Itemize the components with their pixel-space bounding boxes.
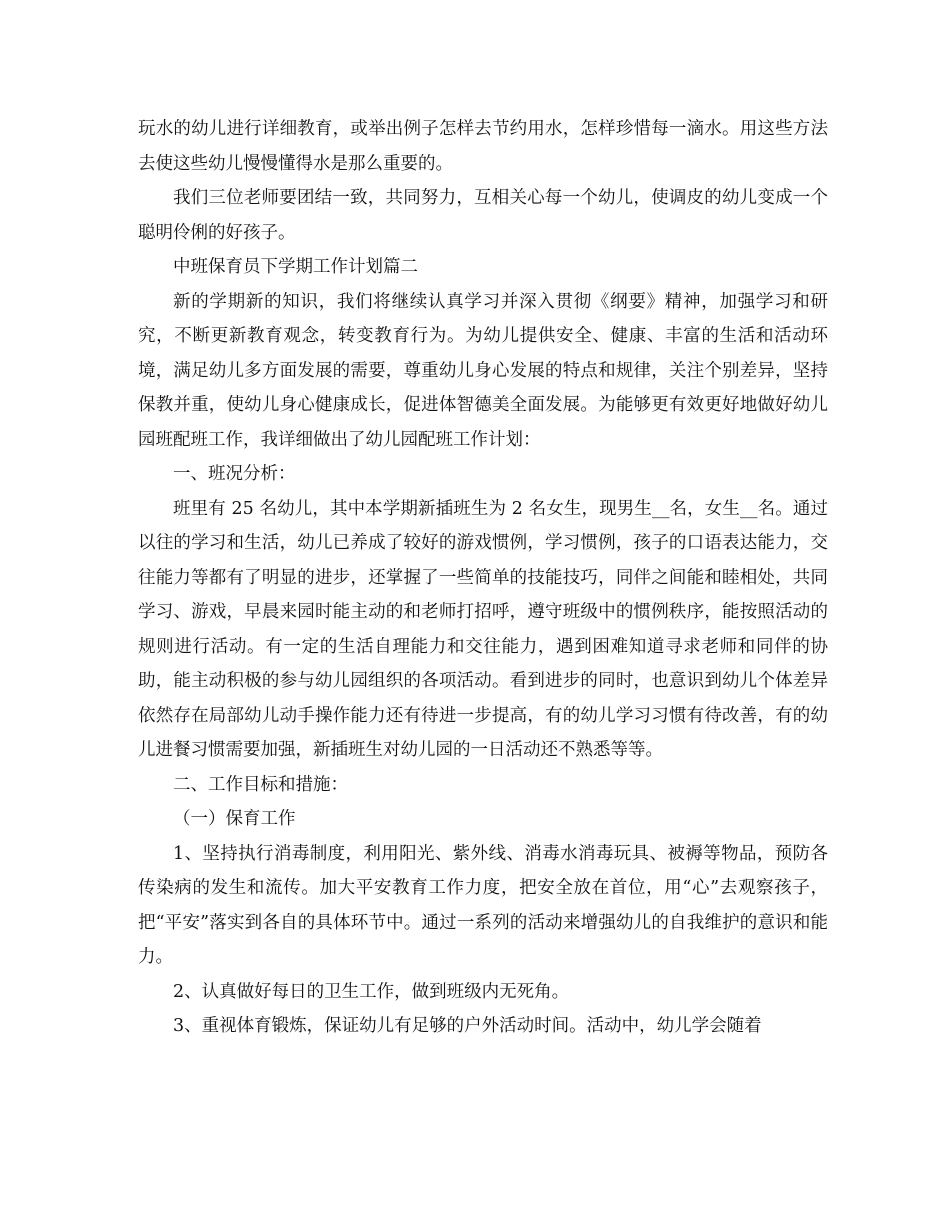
- document-page: [138, 112, 828, 1044]
- list-item-physical-exercise: 3、重视体育锻炼，保证幼儿有足够的户外活动时间。活动中，幼儿学会随着: [173, 1016, 762, 1036]
- section-title-plan-part-two: 中班保育员下学期工作计划篇二: [173, 257, 418, 277]
- heading-class-analysis: 一、班况分析：: [173, 464, 296, 484]
- list-item-daily-hygiene: 2、认真做好每日的卫生工作，做到班级内无死角。: [173, 981, 570, 1002]
- heading-care-work: （一）保育工作: [173, 809, 296, 829]
- paragraph-new-semester: 新的学期新的知识，我们将继续认真学习并深入贯彻《纲要》精神，加强学习和研究，不断更新教育观念，转变教育行为。为幼儿提供安全、健康、丰富的生活和活动环境，满足幼儿多方面发展的需要，尊重幼儿身心发展的特点和规律，关注个别差异，坚持保教并重，使幼儿身心健康成长，促进体智德美全面发展。为能够更有效更好地做好幼儿园班配班工作，我详细做出了幼儿园配班工作计划：: [138, 291, 828, 450]
- paragraph-class-analysis: 班里有 25 名幼儿，其中本学期新插班生为 2 名女生，现男生__名，女生__名。通过以往的学习和生活，幼儿已养成了较好的游戏惯例，学习惯例，孩子的口语表达能力，交往能力等都有了明显的进步，还掌握了一些简单的技能技巧，同伴之间能和睦相处，共同学习、游戏，早晨来园时能主动的和老师打招呼，遵守班级中的惯例秩序，能按照活动的规则进行活动。有一定的生活自理能力和交往能力，遇到困难知道寻求老师和同伴的协助，能主动积极的参与幼儿园组织的各项活动。看到进步的同时，也意识到幼儿个体差异依然存在局部幼儿动手操作能力还有待进一步提高，有的幼儿学习习惯有待改善，有的幼儿进餐习惯需要加强，新插班生对幼儿园的一日活动还不熟悉等等。: [138, 498, 828, 760]
- paragraph-continuation: 玩水的幼儿进行详细教育，或举出例子怎样去节约用水，怎样珍惜每一滴水。用这些方法去使这些幼儿慢慢懂得水是那么重要的。: [138, 119, 828, 174]
- list-item-disinfection: 1、坚持执行消毒制度，利用阳光、紫外线、消毒水消毒玩具、被褥等物品，预防各传染病的发生和流传。加大平安教育工作力度，把安全放在首位，用“心”去观察孩子，把“平安”落实到各自的具体环节中。通过一系列的活动来增强幼儿的自我维护的意识和能力。: [138, 843, 828, 967]
- heading-goals-and-measures: 二、工作目标和措施：: [173, 774, 348, 795]
- paragraph-teachers-unity: 我们三位老师要团结一致，共同努力，互相关心每一个幼儿，使调皮的幼儿变成一个聪明伶俐的好孩子。: [138, 188, 828, 243]
